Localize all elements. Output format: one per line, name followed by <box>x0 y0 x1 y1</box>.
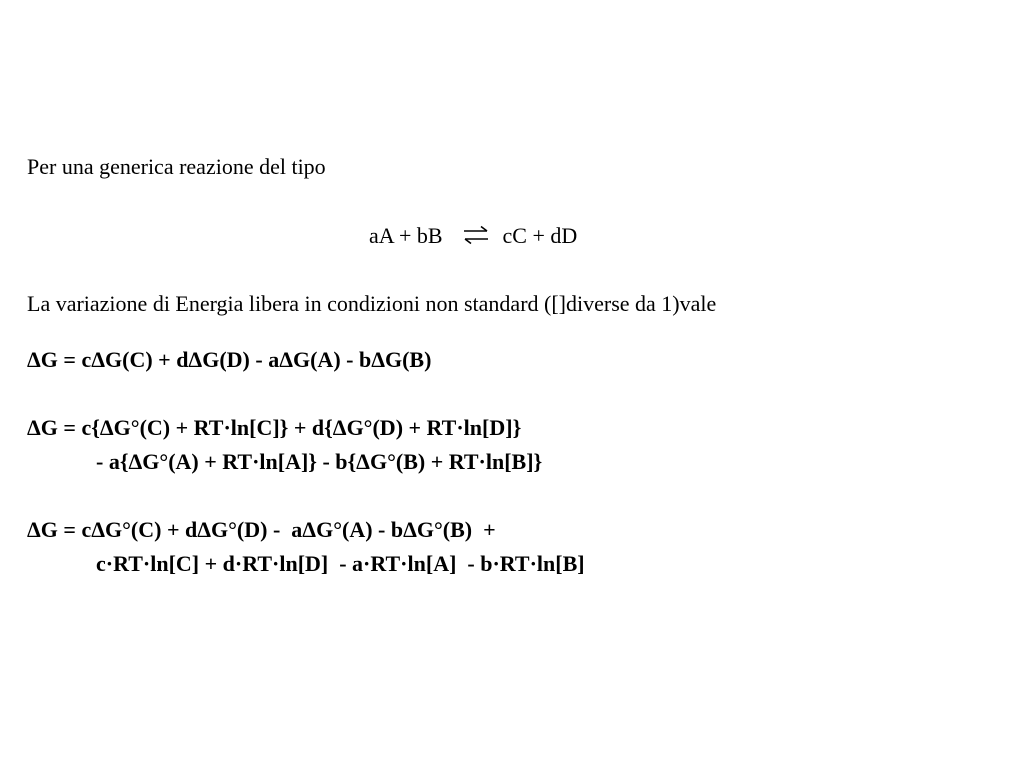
equation-3-line-1: ΔG = cΔG°(C) + dΔG°(D) - aΔG°(A) - bΔG°(B) + <box>27 517 496 542</box>
equation-2-line-2: - a{ΔG°(A) + RT·ln[A]} - b{ΔG°(B) + RT·ln[B]} <box>96 449 543 474</box>
equation-3-line-2: c·RT·ln[C] + d·RT·ln[D] - a·RT·ln[A] - b·RT·ln[B] <box>96 551 585 576</box>
explanation-text: La variazione di Energia libera in condizioni non standard ([]diverse da 1)vale <box>27 291 717 316</box>
intro-text: Per una generica reazione del tipo <box>27 154 326 179</box>
equilibrium-arrows-icon <box>461 225 491 245</box>
equation-2-line-1: ΔG = c{ΔG°(C) + RT·ln[C]} + d{ΔG°(D) + RT·ln[D]} <box>27 415 522 440</box>
equation-1: ΔG = cΔG(C) + dΔG(D) - aΔG(A) - bΔG(B) <box>27 347 432 372</box>
reaction-reactants: aA + bB <box>369 223 443 248</box>
reaction-products: cC + dD <box>502 223 578 248</box>
reaction-equation <box>369 223 577 249</box>
